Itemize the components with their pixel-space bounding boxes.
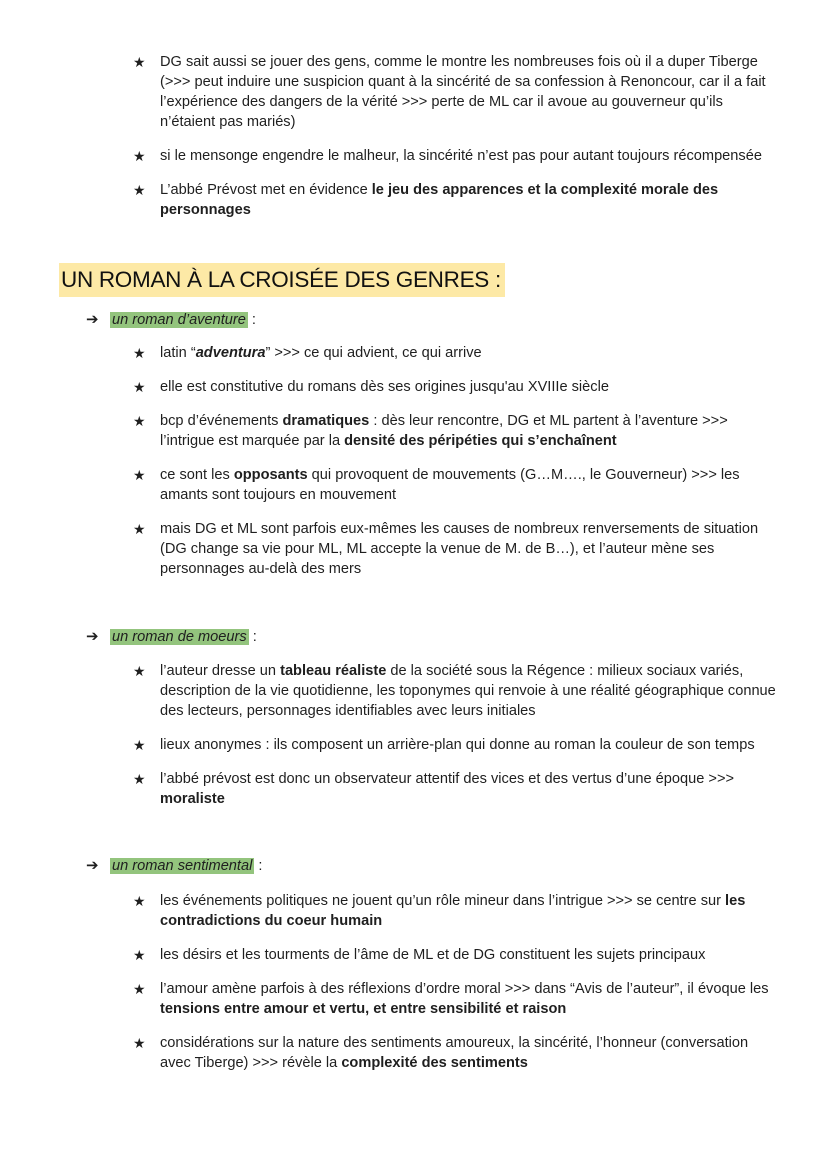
- star-bullet-icon: ★: [133, 379, 146, 395]
- arrow-right-icon: ➔: [86, 311, 99, 328]
- text-segment: l’auteur dresse un: [160, 663, 281, 679]
- text-segment: : dès leur rencontre, DG et ML partent à l’aventure >>> l’intrigue est marquée par la: [160, 413, 728, 449]
- arrow-right-icon: ➔: [86, 857, 99, 874]
- bullet-text: [160, 735, 778, 755]
- subsection-moeurs: [86, 627, 257, 647]
- bullet-item: [0, 769, 828, 809]
- text-segment: ” >>> ce qui advient, ce qui arrive: [265, 345, 482, 361]
- star-bullet-icon: ★: [133, 148, 146, 164]
- star-bullet-icon: ★: [133, 345, 146, 361]
- bullet-text: [160, 1033, 778, 1073]
- text-segment: mais DG et ML sont parfois eux-mêmes les causes de nombreux renversements de situation (DG change sa vie pour ML, ML accepte la venue de M. de B…), et l’auteur mène ses personnages au-delà des mers: [160, 521, 759, 577]
- bullet-text: [160, 661, 778, 721]
- text-segment: les désirs et les tourments de l’âme de ML et de DG constituent les sujets principaux: [160, 947, 706, 963]
- sentimental-bullet-list: [0, 891, 828, 1087]
- text-segment: L’abbé Prévost met en évidence: [160, 182, 372, 198]
- text-segment: elle est constitutive du romans dès ses origines jusqu'au XVIIIe siècle: [160, 379, 609, 395]
- subsection-aventure: [86, 310, 256, 330]
- star-bullet-icon: ★: [133, 521, 146, 537]
- bullet-item: [0, 1033, 828, 1073]
- star-bullet-icon: ★: [133, 893, 146, 909]
- intro-bullet-list: [0, 52, 828, 234]
- bullet-item: [0, 979, 828, 1019]
- emphasis-text: adventura: [195, 345, 266, 361]
- bullet-text: [160, 377, 778, 397]
- moeurs-bullet-list: [0, 661, 828, 823]
- bullet-item: [0, 343, 828, 363]
- text-segment: lieux anonymes : ils composent un arrière-plan qui donne au roman la couleur de son temps: [160, 737, 755, 753]
- text-segment: l’amour amène parfois à des réflexions d’ordre moral >>> dans “Avis de l’auteur”, il évoque les: [160, 981, 769, 997]
- bullet-item: [0, 735, 828, 755]
- bullet-item: [0, 465, 828, 505]
- star-bullet-icon: ★: [133, 737, 146, 753]
- star-bullet-icon: ★: [133, 54, 146, 70]
- star-bullet-icon: ★: [133, 771, 146, 787]
- star-bullet-icon: ★: [133, 413, 146, 429]
- text-segment: ce sont les: [160, 467, 234, 483]
- emphasis-text: les contradictions du coeur humain: [160, 893, 746, 929]
- arrow-right-icon: ➔: [86, 628, 99, 645]
- text-segment: les événements politiques ne jouent qu’un rôle mineur dans l’intrigue >>> se centre sur: [160, 893, 726, 909]
- bullet-text: [160, 411, 778, 451]
- subsection-colon: :: [254, 858, 263, 874]
- star-bullet-icon: ★: [133, 182, 146, 198]
- subsection-colon: :: [247, 312, 256, 328]
- text-segment: bcp d’événements: [160, 413, 283, 429]
- bullet-text: [160, 343, 778, 363]
- emphasis-text: dramatiques: [282, 413, 370, 429]
- emphasis-text: opposants: [233, 467, 308, 483]
- star-bullet-icon: ★: [133, 663, 146, 679]
- text-segment: DG sait aussi se jouer des gens, comme le montre les nombreuses fois où il a duper Tiberge (>>> peut induire une suspicion quant à la sincérité de sa confession à Renoncour, car il a fait l’expérience des dangers de la vérité >>> perte de ML car il avoue au gouverneur qu’ils n’étaient pas mariés): [160, 54, 766, 130]
- bullet-item: [0, 945, 828, 965]
- bullet-item: [0, 891, 828, 931]
- bullet-item: [0, 377, 828, 397]
- text-segment: latin “: [160, 345, 196, 361]
- emphasis-text: densité des péripéties qui s’enchaînent: [344, 433, 617, 449]
- star-bullet-icon: ★: [133, 467, 146, 483]
- subsection-label: un roman de moeurs: [112, 629, 247, 645]
- text-segment: qui provoquent de mouvements (G…M…., le Gouverneur) >>> les amants sont toujours en mouvement: [160, 467, 740, 503]
- emphasis-text: tableau réaliste: [280, 663, 387, 679]
- bullet-text: [160, 52, 778, 132]
- bullet-text: [160, 769, 778, 809]
- emphasis-text: tensions entre amour et vertu, et entre sensibilité et raison: [160, 1001, 567, 1017]
- subsection-label: un roman sentimental: [112, 858, 253, 874]
- text-segment: l’abbé prévost est donc un observateur attentif des vices et des vertus d’une époque >>>: [160, 771, 734, 787]
- star-bullet-icon: ★: [133, 947, 146, 963]
- bullet-item: [0, 411, 828, 451]
- bullet-text: [160, 180, 778, 220]
- subsection-sentimental: [86, 856, 262, 876]
- text-segment: considérations sur la nature des sentiments amoureux, la sincérité, l’honneur (conversation avec Tiberge) >>> révèle la: [160, 1035, 749, 1071]
- star-bullet-icon: ★: [133, 1035, 146, 1051]
- bullet-text: [160, 945, 778, 965]
- bullet-item: [0, 180, 828, 220]
- bullet-item: [0, 52, 828, 132]
- section-title: UN ROMAN À LA CROISÉE DES GENRES :: [59, 263, 505, 297]
- emphasis-text: le jeu des apparences et la complexité morale des personnages: [160, 182, 719, 218]
- bullet-text: [160, 146, 778, 166]
- bullet-item: [0, 146, 828, 166]
- bullet-text: [160, 519, 778, 579]
- text-segment: si le mensonge engendre le malheur, la sincérité n’est pas pour autant toujours récompensée: [160, 148, 762, 164]
- bullet-item: [0, 661, 828, 721]
- subsection-colon: :: [248, 629, 257, 645]
- text-segment: de la société sous la Régence : milieux sociaux variés, description de la vie quotidienne, les toponymes qui renvoie à une réalité géographique connue des lecteurs, personnages identifiables avec leurs initiales: [160, 663, 776, 719]
- star-bullet-icon: ★: [133, 981, 146, 997]
- bullet-item: [0, 519, 828, 579]
- emphasis-text: moraliste: [160, 791, 225, 807]
- bullet-text: [160, 465, 778, 505]
- bullet-text: [160, 891, 778, 931]
- emphasis-text: complexité des sentiments: [341, 1055, 528, 1071]
- subsection-label: un roman d’aventure: [112, 312, 246, 328]
- bullet-text: [160, 979, 778, 1019]
- aventure-bullet-list: [0, 343, 828, 593]
